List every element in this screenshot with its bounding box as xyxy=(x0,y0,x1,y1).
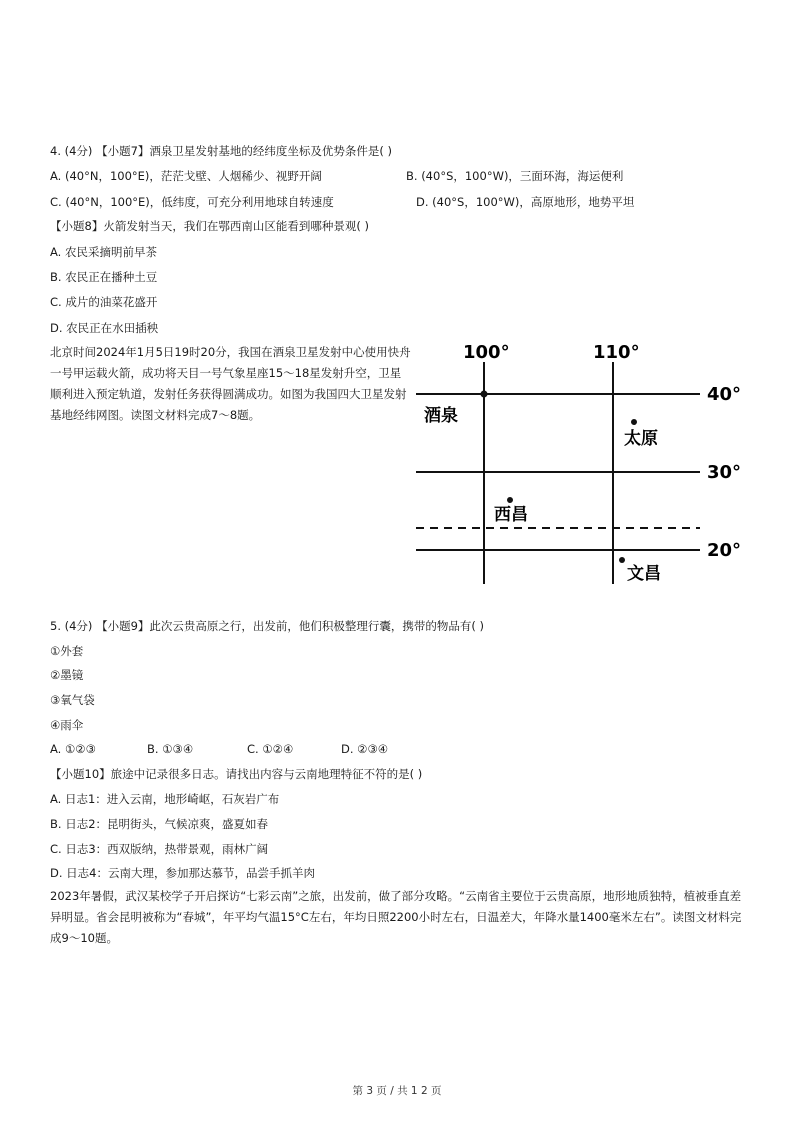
q9-option-a: A. ①②③ xyxy=(50,742,96,756)
lat-label-30: 30° xyxy=(707,462,742,483)
q10-option-d: D. 日志4：云南大理，参加那达慕节，品尝手抓羊肉 xyxy=(50,866,315,880)
q9-item-3: ③氧气袋 xyxy=(50,693,95,707)
taiyuan-point xyxy=(631,419,637,425)
q9-item-1: ①外套 xyxy=(50,644,84,658)
q9-item-2: ②墨镜 xyxy=(50,668,84,682)
q4-material-text: 北京时间2024年1月5日19时20分，我国在酒泉卫星发射中心使用快舟一号甲运载火箭，成功将天目一号气象星座15～18星发射升空，卫星顺利进入预定轨道，发射任务获得圆满成功。如图为我国四大卫星发射基地经纬网图。读图文材料完成7～8题。 xyxy=(50,345,411,422)
lat-label-20: 20° xyxy=(707,540,742,561)
q8-option-c: C. 成片的油菜花盛开 xyxy=(50,295,158,309)
jiuquan-label: 酒泉 xyxy=(424,406,458,426)
q8-option-d: D. 农民正在水田插秧 xyxy=(50,321,159,335)
q9-option-d: D. ②③④ xyxy=(341,742,389,756)
q8-option-a: A. 农民采摘明前早茶 xyxy=(50,245,157,259)
q10-option-a: A. 日志1：进入云南，地形崎岖，石灰岩广布 xyxy=(50,792,280,806)
xichang-point xyxy=(507,497,513,503)
taiyuan-label: 太原 xyxy=(624,429,658,449)
q4-option-d: D. (40°S，100°W)，高原地形，地势平坦 xyxy=(416,195,635,209)
q8-option-b: B. 农民正在播种土豆 xyxy=(50,270,158,284)
q4-option-a: A. (40°N，100°E)，茫茫戈壁、人烟稀少、视野开阔 xyxy=(50,169,322,183)
q4-header: 4. (4分) 【小题7】酒泉卫星发射基地的经纬度坐标及优势条件是( ) xyxy=(50,144,393,158)
q9-option-c: C. ①②④ xyxy=(247,742,294,756)
lat-label-40: 40° xyxy=(707,384,742,405)
wenchang-label: 文昌 xyxy=(627,564,661,584)
xichang-label: 西昌 xyxy=(494,505,528,525)
q4-option-c: C. (40°N，100°E)，低纬度，可充分利用地球自转速度 xyxy=(50,195,334,209)
q9-option-b: B. ①③④ xyxy=(147,742,194,756)
launch-sites-graticule-map xyxy=(410,338,780,590)
jiuquan-point xyxy=(481,391,488,398)
q4-option-b: B. (40°S，100°W)，三面环海，海运便利 xyxy=(406,169,624,183)
q8-header: 【小题8】火箭发射当天，我们在鄂西南山区能看到哪种景观( ) xyxy=(50,219,369,233)
q10-option-b: B. 日志2：昆明街头，气候凉爽，盛夏如春 xyxy=(50,817,269,831)
wenchang-point xyxy=(619,557,625,563)
q10-option-c: C. 日志3：西双版纳，热带景观，雨林广阔 xyxy=(50,842,269,856)
lon-label-100: 100° xyxy=(463,342,510,363)
q9-item-4: ④雨伞 xyxy=(50,718,84,732)
page-footer: 第 3 页 / 共 1 2 页 xyxy=(352,1085,442,1097)
q5-material-text: 2023年暑假，武汉某校学子开启探访“七彩云南”之旅，出发前，做了部分攻略。“云南省主要位于云贵高原，地形地质独特，植被垂直差异明显。省会昆明被称为“春城”，年平均气温15°C左右，年均日照2200小时左右，日温差大，年降水量1400毫米左右”。读图文材料完成9～10题。 xyxy=(50,889,742,945)
lon-label-110: 110° xyxy=(593,342,640,363)
q5-header: 5. (4分) 【小题9】此次云贵高原之行，出发前，他们积极整理行囊，携带的物品有( ) xyxy=(50,619,485,633)
q10-header: 【小题10】旅途中记录很多日志。请找出内容与云南地理特征不符的是( ) xyxy=(50,767,423,781)
